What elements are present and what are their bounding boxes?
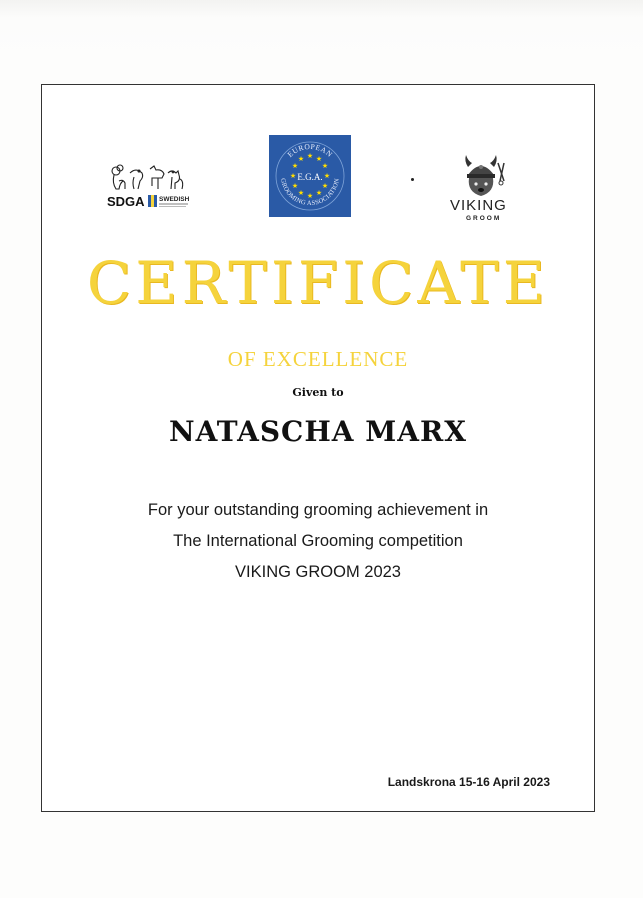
- svg-text:★: ★: [321, 182, 329, 190]
- eu-stars-circle-icon: [269, 135, 351, 217]
- viking-groom-logo: [448, 153, 522, 223]
- svg-text:★: ★: [315, 155, 323, 163]
- svg-text:★: ★: [297, 189, 305, 197]
- svg-text:★: ★: [315, 189, 323, 197]
- svg-text:★: ★: [323, 172, 331, 180]
- logo-row: [42, 133, 594, 223]
- dogs-line-art-icon: [106, 161, 190, 211]
- recipient-name: NATASCHA MARX: [169, 415, 467, 448]
- viking-helmet-icon: [448, 153, 522, 223]
- viking-sub: GROOM: [466, 215, 502, 222]
- ega-arc-bottom-text: GROOMING ASSOCIATION: [279, 177, 341, 208]
- ega-abbr: E.G.A.: [297, 172, 323, 182]
- location-date: Landskrona 15-16 April 2023: [387, 775, 550, 789]
- svg-text:★: ★: [306, 152, 314, 160]
- certificate-title: CERTIFICATE: [86, 249, 550, 317]
- sdga-logo: [106, 161, 190, 211]
- viking-word: VIKING: [450, 197, 507, 214]
- certificate-body: [42, 495, 594, 588]
- certificate-subtitle: OF EXCELLENCE: [227, 347, 409, 371]
- ega-arc-top-text: EUROPEAN: [285, 141, 335, 159]
- svg-text:★: ★: [291, 162, 299, 170]
- body-line: For your outstanding grooming achievement in: [147, 501, 489, 519]
- given-to-label: Given to: [292, 386, 344, 399]
- svg-text:★: ★: [321, 162, 329, 170]
- certificate-frame: [41, 84, 595, 812]
- sdga-tagline: SWEDISH: [159, 196, 190, 203]
- ega-logo: [269, 135, 351, 217]
- sdga-abbr: SDGA: [107, 194, 145, 209]
- svg-text:★: ★: [289, 172, 297, 180]
- svg-text:★: ★: [297, 155, 305, 163]
- svg-text:★: ★: [291, 182, 299, 190]
- svg-text:★: ★: [306, 192, 314, 200]
- body-line: VIKING GROOM 2023: [235, 563, 401, 581]
- body-line: The International Grooming competition: [173, 532, 463, 550]
- speck-dot: [411, 178, 414, 181]
